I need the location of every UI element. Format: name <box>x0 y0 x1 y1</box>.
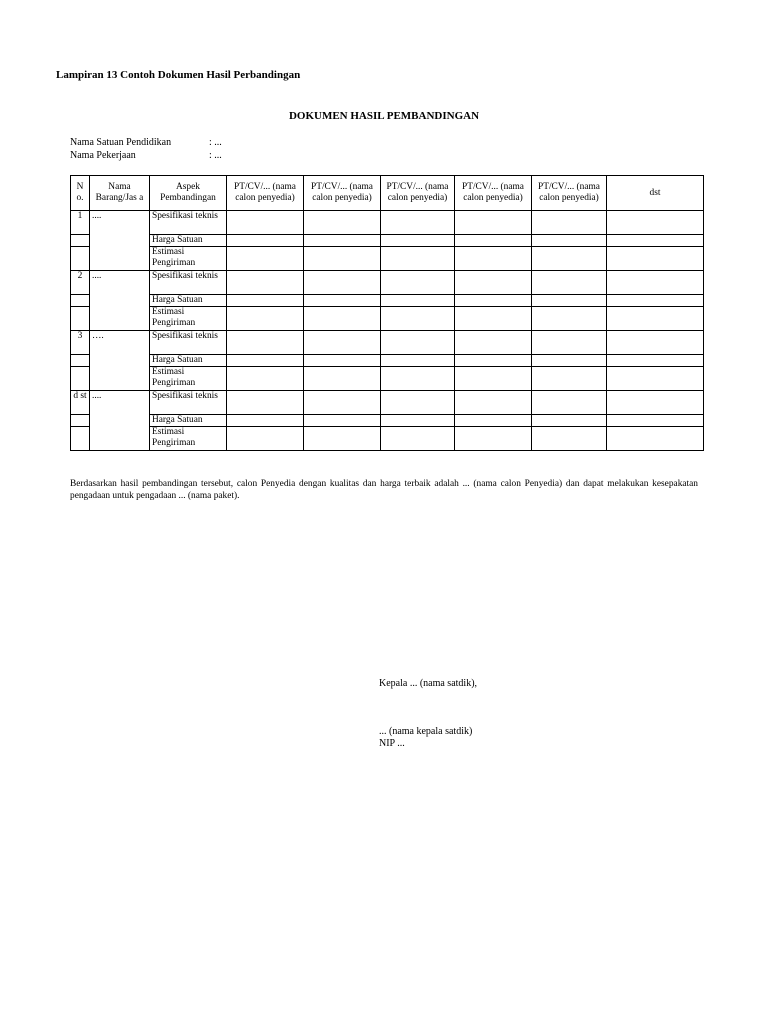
vendor-cell <box>532 391 607 415</box>
vendor-cell <box>227 355 304 367</box>
vendor-cell <box>607 331 704 355</box>
vendor-cell <box>532 295 607 307</box>
header-vendor: PT/CV/... (nama calon penyedia) <box>455 176 532 211</box>
table-row <box>71 391 704 415</box>
row-number-empty <box>71 235 90 247</box>
vendor-cell <box>532 235 607 247</box>
vendor-cell <box>532 355 607 367</box>
conclusion-paragraph: Berdasarkan hasil pembandingan tersebut, calon Penyedia dengan kualitas dan harga terbaik adalah ... (nama calon Penyedia) dan dapat melakukan kesepakatan pengadaan untuk pengadaan ... (nama paket). <box>70 479 698 501</box>
row-number: d st <box>71 391 90 415</box>
vendor-cell <box>381 235 455 247</box>
vendor-cell <box>304 271 381 295</box>
row-item: .... <box>90 271 150 331</box>
header-no: N o. <box>71 176 90 211</box>
table-row <box>71 295 704 307</box>
vendor-cell <box>381 331 455 355</box>
row-aspect: Harga Satuan <box>150 235 227 247</box>
table-body <box>71 211 704 451</box>
vendor-cell <box>381 355 455 367</box>
vendor-cell <box>381 211 455 235</box>
vendor-cell <box>455 235 532 247</box>
row-aspect: Spesifikasi teknis <box>150 211 227 235</box>
table-row <box>71 427 704 451</box>
header-item: Nama Barang/Jas a <box>90 176 150 211</box>
header-aspect: Aspek Pembandingan <box>150 176 227 211</box>
row-item: …. <box>90 331 150 391</box>
row-number-empty <box>71 367 90 391</box>
vendor-cell <box>455 295 532 307</box>
vendor-cell <box>304 391 381 415</box>
vendor-cell <box>607 211 704 235</box>
vendor-cell <box>304 247 381 271</box>
table-header-row <box>71 176 704 211</box>
vendor-cell <box>381 367 455 391</box>
vendor-cell <box>607 415 704 427</box>
vendor-cell <box>532 247 607 271</box>
table-row <box>71 355 704 367</box>
row-number: 2 <box>71 271 90 295</box>
vendor-cell <box>607 307 704 331</box>
vendor-cell <box>532 367 607 391</box>
vendor-cell <box>455 415 532 427</box>
comparison-table <box>70 175 704 451</box>
vendor-cell <box>532 415 607 427</box>
meta-value: : ... <box>209 137 222 148</box>
row-aspect: Harga Satuan <box>150 295 227 307</box>
header-vendor: PT/CV/... (nama calon penyedia) <box>381 176 455 211</box>
vendor-cell <box>227 235 304 247</box>
vendor-cell <box>532 271 607 295</box>
vendor-cell <box>532 211 607 235</box>
vendor-cell <box>607 391 704 415</box>
vendor-cell <box>607 355 704 367</box>
vendor-cell <box>304 355 381 367</box>
signature-position: Kepala ... (nama satdik), <box>379 678 478 689</box>
row-number-empty <box>71 427 90 451</box>
row-number-empty <box>71 307 90 331</box>
vendor-cell <box>381 295 455 307</box>
table-row <box>71 415 704 427</box>
vendor-cell <box>304 307 381 331</box>
row-item: .... <box>90 391 150 451</box>
vendor-cell <box>227 271 304 295</box>
vendor-cell <box>455 331 532 355</box>
vendor-cell <box>381 247 455 271</box>
vendor-cell <box>227 331 304 355</box>
vendor-cell <box>532 307 607 331</box>
vendor-cell <box>227 295 304 307</box>
document-title: DOKUMEN HASIL PEMBANDINGAN <box>288 110 480 122</box>
vendor-cell <box>381 427 455 451</box>
meta-label: Nama Pekerjaan <box>70 150 136 161</box>
vendor-cell <box>304 211 381 235</box>
row-item: .... <box>90 211 150 271</box>
header-vendor: PT/CV/... (nama calon penyedia) <box>532 176 607 211</box>
row-number: 3 <box>71 331 90 355</box>
row-number: 1 <box>71 211 90 235</box>
vendor-cell <box>455 427 532 451</box>
vendor-cell <box>532 427 607 451</box>
vendor-cell <box>381 415 455 427</box>
header-etc: dst <box>607 176 704 211</box>
row-number-empty <box>71 295 90 307</box>
vendor-cell <box>304 295 381 307</box>
vendor-cell <box>227 391 304 415</box>
vendor-cell <box>532 331 607 355</box>
row-number-empty <box>71 247 90 271</box>
table-row <box>71 247 704 271</box>
vendor-cell <box>455 271 532 295</box>
vendor-cell <box>227 415 304 427</box>
table-row <box>71 211 704 235</box>
vendor-cell <box>607 427 704 451</box>
vendor-cell <box>455 211 532 235</box>
vendor-cell <box>455 391 532 415</box>
meta-value: : ... <box>209 150 222 161</box>
vendor-cell <box>607 247 704 271</box>
row-aspect: Harga Satuan <box>150 415 227 427</box>
appendix-title: Lampiran 13 Contoh Dokumen Hasil Perbandingan <box>56 69 301 81</box>
table-row <box>71 271 704 295</box>
vendor-cell <box>455 307 532 331</box>
header-vendor: PT/CV/... (nama calon penyedia) <box>227 176 304 211</box>
row-aspect: Spesifikasi teknis <box>150 271 227 295</box>
row-aspect: Spesifikasi teknis <box>150 331 227 355</box>
row-aspect: Estimasi Pengiriman <box>150 427 227 451</box>
vendor-cell <box>227 367 304 391</box>
row-aspect: Estimasi Pengiriman <box>150 307 227 331</box>
header-vendor: PT/CV/... (nama calon penyedia) <box>304 176 381 211</box>
vendor-cell <box>381 271 455 295</box>
table-row <box>71 235 704 247</box>
vendor-cell <box>607 367 704 391</box>
vendor-cell <box>304 367 381 391</box>
meta-row-satuan <box>70 137 370 149</box>
vendor-cell <box>304 427 381 451</box>
vendor-cell <box>304 235 381 247</box>
table-row <box>71 331 704 355</box>
vendor-cell <box>227 307 304 331</box>
vendor-cell <box>455 355 532 367</box>
signature-name: ... (nama kepala satdik) <box>379 726 473 737</box>
meta-label: Nama Satuan Pendidikan <box>70 137 172 148</box>
row-aspect: Harga Satuan <box>150 355 227 367</box>
vendor-cell <box>227 211 304 235</box>
vendor-cell <box>455 247 532 271</box>
vendor-cell <box>607 271 704 295</box>
row-number-empty <box>71 355 90 367</box>
meta-row-pekerjaan <box>70 150 370 162</box>
vendor-cell <box>304 415 381 427</box>
vendor-cell <box>381 391 455 415</box>
table-row <box>71 307 704 331</box>
row-number-empty <box>71 415 90 427</box>
vendor-cell <box>607 295 704 307</box>
signature-nip: NIP ... <box>379 738 405 749</box>
table-row <box>71 367 704 391</box>
vendor-cell <box>227 427 304 451</box>
row-aspect: Estimasi Pengiriman <box>150 367 227 391</box>
row-aspect: Estimasi Pengiriman <box>150 247 227 271</box>
row-aspect: Spesifikasi teknis <box>150 391 227 415</box>
vendor-cell <box>304 331 381 355</box>
vendor-cell <box>227 247 304 271</box>
vendor-cell <box>455 367 532 391</box>
vendor-cell <box>607 235 704 247</box>
vendor-cell <box>381 307 455 331</box>
